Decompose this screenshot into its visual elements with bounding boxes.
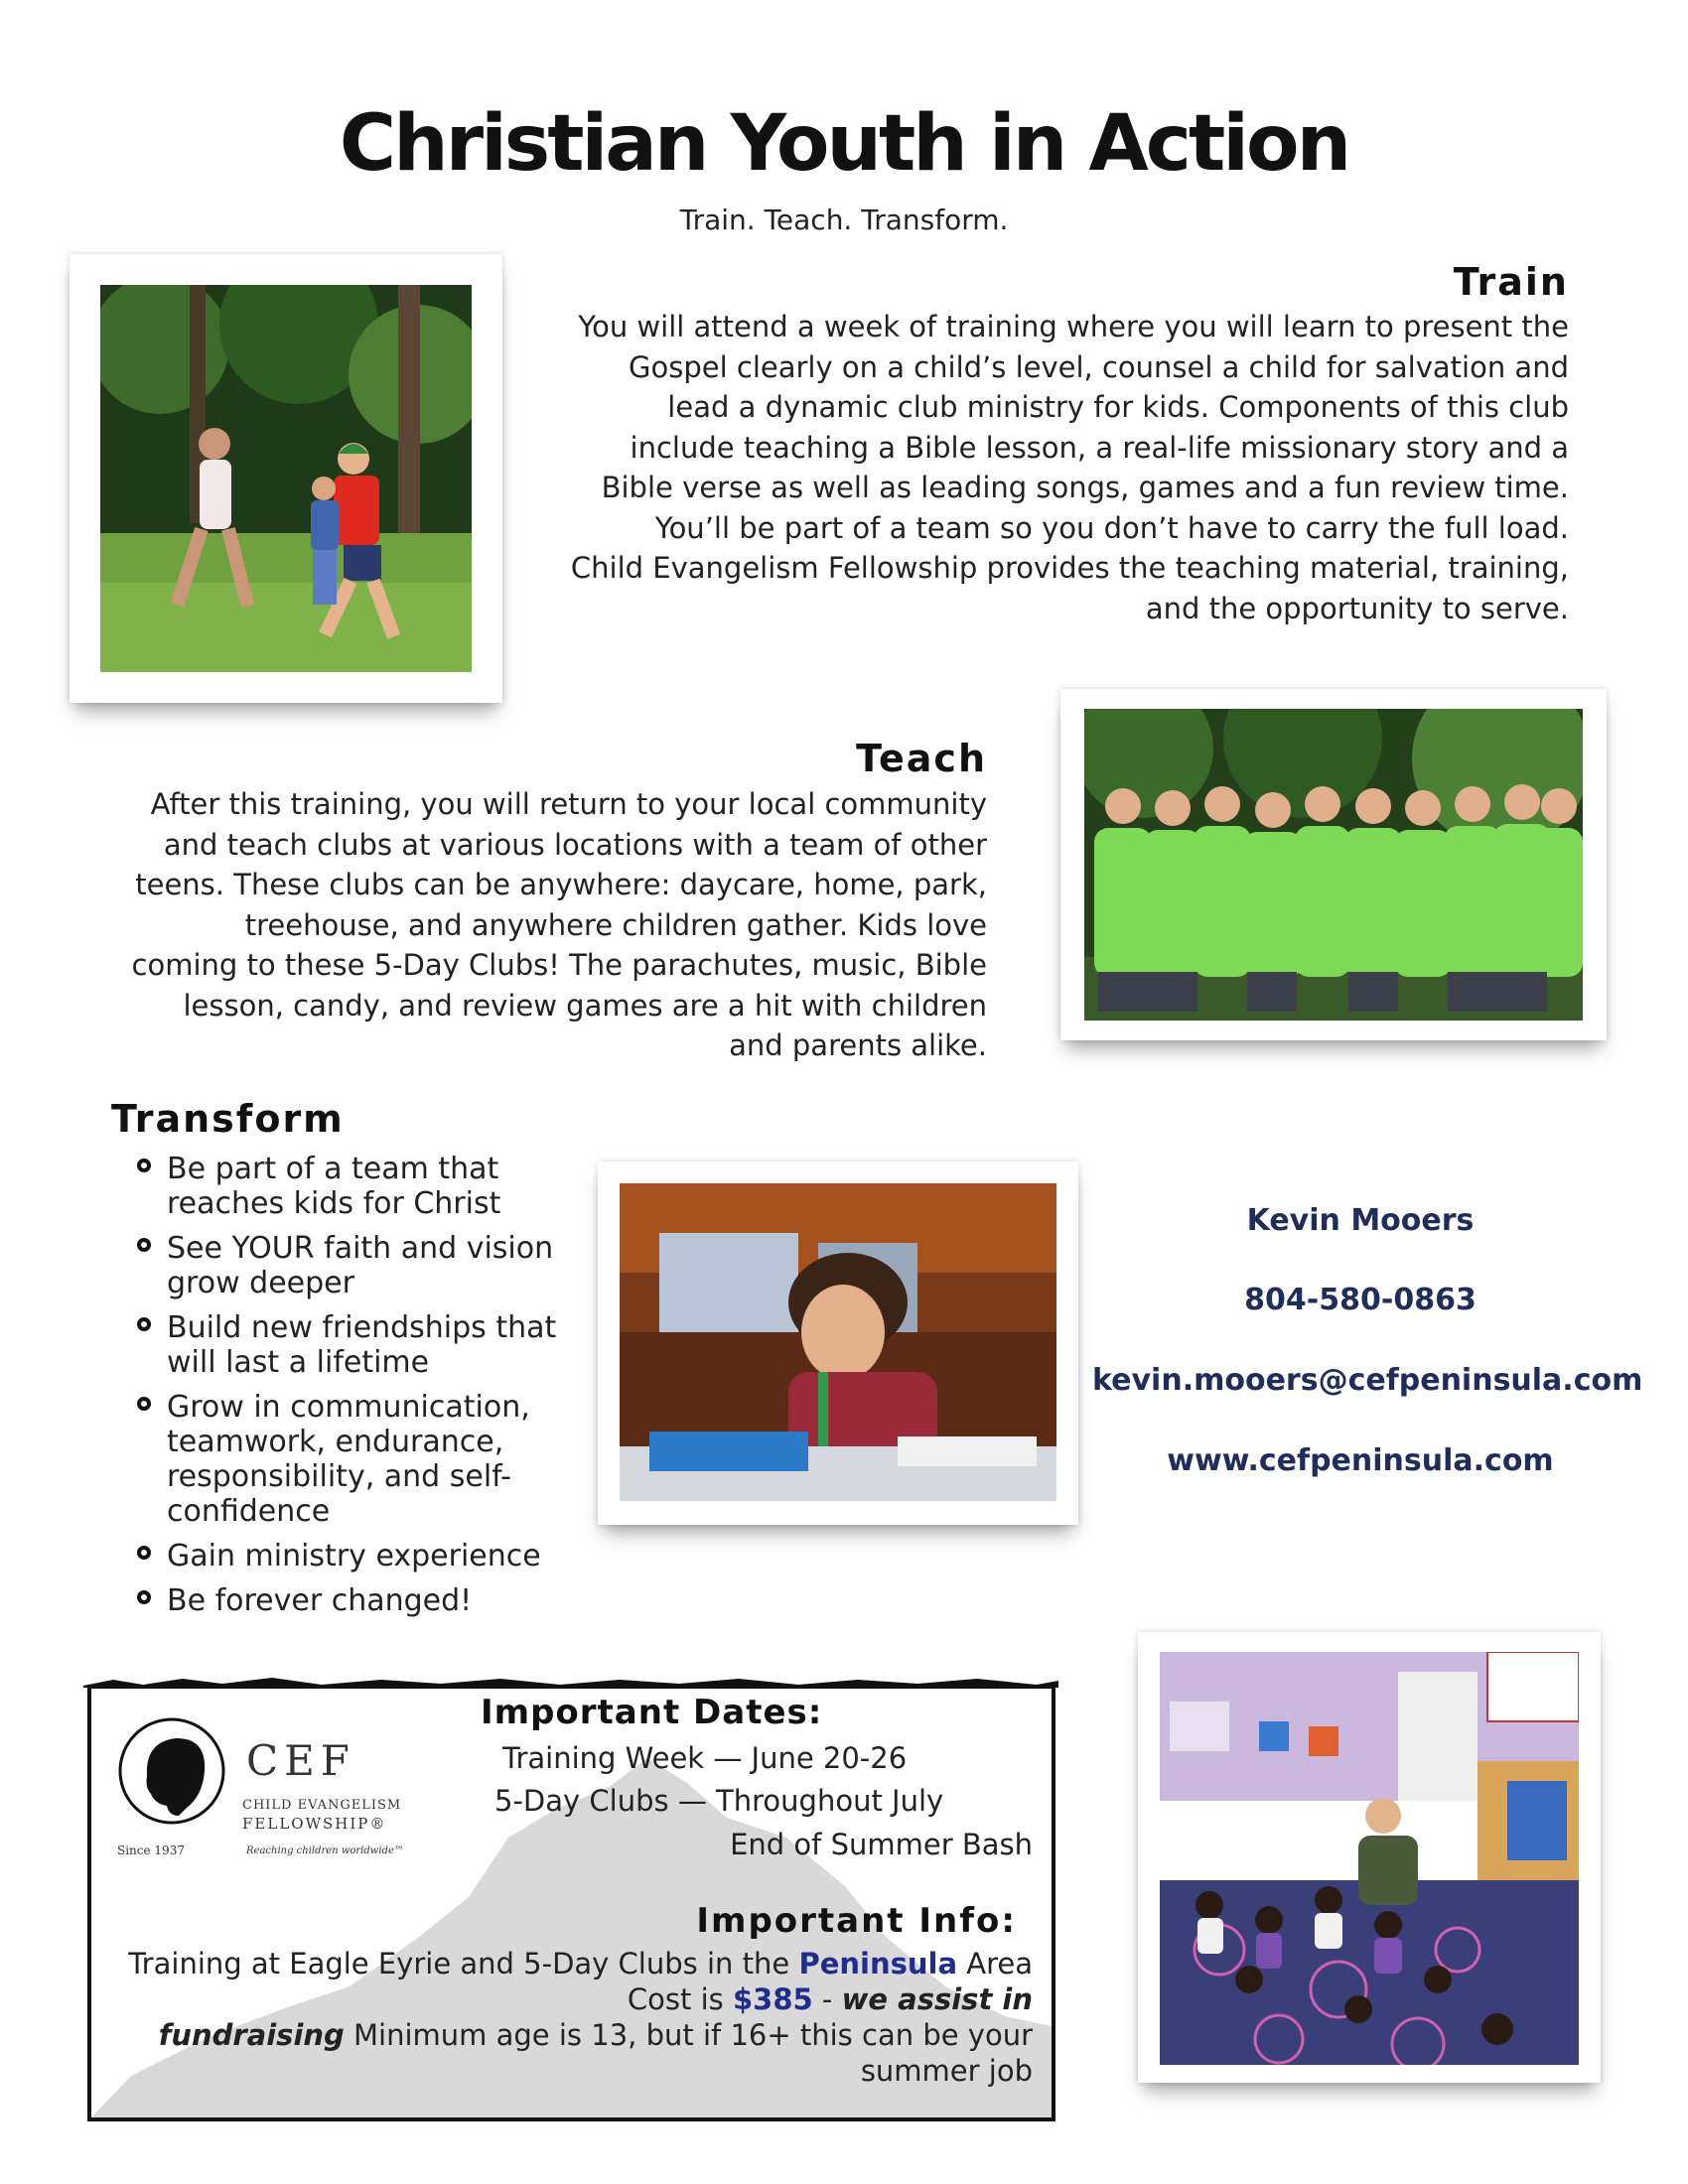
teach-line: and parents alike.	[729, 1028, 987, 1062]
photo-team-green-shirts	[1084, 709, 1583, 1021]
contact-name: Kevin Mooers	[1246, 1203, 1475, 1238]
dates-training: Training Week — June 20-26	[502, 1741, 908, 1775]
dates-bash: End of Summer Bash	[730, 1828, 1033, 1861]
contact-website[interactable]: www.cefpeninsula.com	[1167, 1443, 1554, 1478]
train-line: You’ll be part of a team so you don’t have to carry the full load.	[654, 510, 1569, 545]
train-line: and the opportunity to serve.	[1145, 591, 1569, 625]
cef-since: Since 1937	[117, 1843, 185, 1857]
circle-bullet-icon	[137, 1590, 151, 1604]
photo-frame-classroom	[1138, 1632, 1601, 2083]
dates-clubs: 5-Day Clubs — Throughout July	[494, 1784, 944, 1818]
circle-bullet-icon	[137, 1159, 151, 1172]
list-item: Grow in communication, teamwork, endurance, responsibility, and self- confidence	[135, 1390, 572, 1529]
photo-frame-team	[1060, 689, 1607, 1040]
train-paragraph	[556, 307, 1569, 628]
teach-line: coming to these 5-Day Clubs! The parachutes, music, Bible	[131, 948, 987, 982]
list-item: Gain ministry experience	[135, 1539, 572, 1573]
child-head-logo-icon	[117, 1716, 226, 1826]
teach-paragraph	[99, 784, 987, 1066]
train-line: Gospel clearly on a child’s level, counsel a child for salvation and	[629, 349, 1569, 384]
list-item: Be forever changed!	[135, 1583, 572, 1618]
photo-frame-playing	[70, 254, 502, 703]
circle-bullet-icon	[137, 1317, 151, 1331]
contact-phone[interactable]: 804-580-0863	[1244, 1283, 1477, 1317]
teach-heading: Teach	[856, 737, 987, 780]
info-fundraising-line: fundraising Minimum age is 13, but if 16+ this can be your	[158, 2018, 1033, 2052]
list-item: See YOUR faith and vision grow deeper	[135, 1231, 572, 1300]
cef-letters: CEF	[246, 1736, 355, 1785]
cef-line-2: FELLOWSHIP®	[242, 1815, 387, 1833]
train-line: include teaching a Bible lesson, a real-life missionary story and a	[630, 430, 1569, 465]
circle-bullet-icon	[137, 1397, 151, 1411]
circle-bullet-icon	[137, 1546, 151, 1560]
teach-line: lesson, candy, and review games are a hit with children	[183, 988, 987, 1023]
train-line: lead a dynamic club ministry for kids. Components of this club	[667, 390, 1569, 424]
contact-email[interactable]: kevin.mooers@cefpeninsula.com	[1092, 1363, 1643, 1398]
photo-kids-playing	[100, 285, 472, 672]
info-block	[111, 1946, 1033, 2089]
train-line: Bible verse as well as leading songs, games and a fun review time.	[601, 471, 1569, 504]
teach-line: treehouse, and anywhere children gather. Kids love	[244, 907, 987, 942]
cef-line-1: CHILD EVANGELISM	[242, 1798, 402, 1813]
transform-list	[135, 1152, 572, 1628]
train-line: You will attend a week of training where you will learn to present the	[578, 310, 1569, 343]
dates-heading: Important Dates:	[481, 1693, 823, 1732]
cef-slogan: Reaching children worldwide™	[246, 1845, 404, 1856]
cef-logo	[107, 1716, 405, 1865]
info-cost-line: Cost is $385 - we assist in	[627, 1982, 1033, 2016]
important-box	[87, 1685, 1055, 2121]
teach-line: After this training, you will return to your local community	[150, 787, 987, 821]
train-heading: Train	[1453, 260, 1569, 304]
transform-heading: Transform	[111, 1097, 345, 1141]
info-location-line: Training at Eagle Eyrie and 5-Day Clubs in the Peninsula Area	[128, 1947, 1033, 1980]
photo-classroom-children	[1160, 1652, 1579, 2065]
teach-line: and teach clubs at various locations with a team of other	[163, 827, 987, 862]
circle-bullet-icon	[137, 1238, 151, 1252]
list-item: Build new friendships that will last a lifetime	[135, 1310, 572, 1380]
train-line: Child Evangelism Fellowship provides the teaching material, training,	[570, 551, 1569, 585]
info-heading: Important Info:	[696, 1901, 1017, 1941]
photo-frame-studying	[598, 1161, 1078, 1525]
list-item: Be part of a team that reaches kids for Christ	[135, 1152, 572, 1221]
page-title: Christian Youth in Action	[339, 99, 1349, 189]
tagline: Train. Teach. Transform.	[679, 204, 1009, 236]
info-last-line: summer job	[860, 2054, 1033, 2088]
photo-boy-studying	[620, 1183, 1056, 1501]
teach-line: teens. These clubs can be anywhere: daycare, home, park,	[135, 868, 987, 901]
